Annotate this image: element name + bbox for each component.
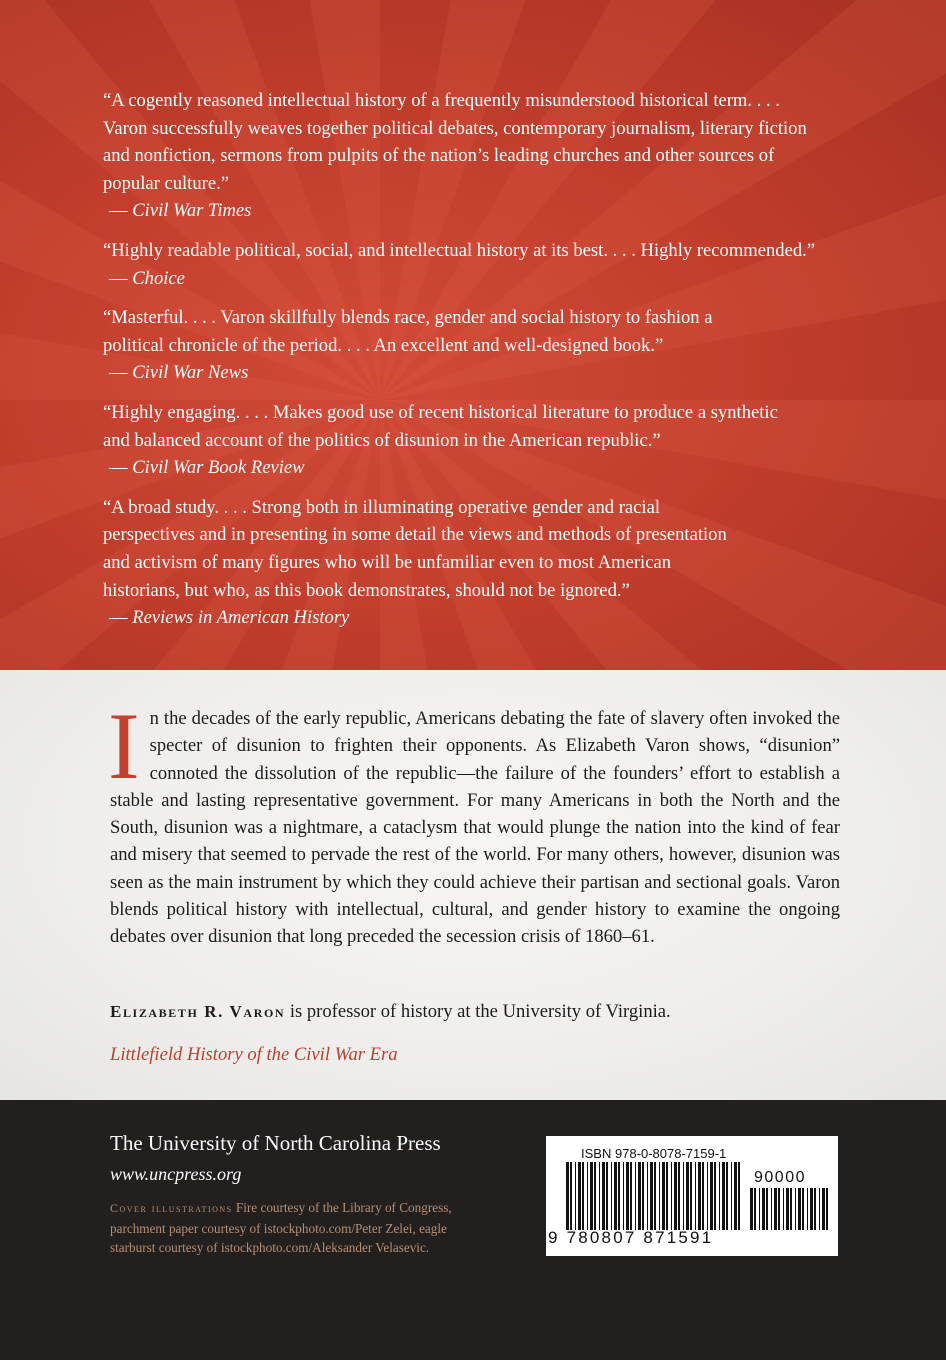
barcode-bar <box>578 1162 581 1230</box>
description-panel <box>0 670 946 1100</box>
barcode-bar <box>630 1162 632 1230</box>
quote-line: historians, but who, as this book demonstrates, should not be ignored.” <box>103 579 630 601</box>
review-quote <box>103 399 883 482</box>
barcode-bar <box>778 1188 780 1230</box>
barcode-bar <box>714 1162 716 1230</box>
source-dash: — <box>109 267 128 289</box>
isbn-barcode <box>546 1136 838 1256</box>
quote-line: “A broad study. . . . Strong both in illuminating operative gender and racial <box>103 496 660 518</box>
quote-line: and balanced account of the politics of disunion in the American republic.” <box>103 429 661 451</box>
barcode-bar <box>582 1162 584 1230</box>
barcode-bar <box>674 1162 677 1230</box>
price-code: 90000 <box>754 1169 806 1186</box>
source-dash: — <box>109 200 128 222</box>
quote-line: “A cogently reasoned intellectual history of a frequently misunderstood historical term. . . . <box>103 90 780 111</box>
barcode-digits: 9 780807 871591 <box>548 1228 714 1247</box>
barcode-bar <box>671 1162 672 1230</box>
author-name: Elizabeth R. Varon <box>110 1002 286 1021</box>
barcode-bar <box>602 1162 605 1230</box>
barcode-bar <box>702 1162 704 1230</box>
barcode-bar <box>819 1188 820 1230</box>
quote-line: perspectives and in presenting in some detail the views and methods of presentation <box>103 524 727 546</box>
source-dash: — <box>109 362 128 384</box>
isbn-label: ISBN 978-0-8078-7159-1 <box>581 1146 727 1161</box>
source-name: Civil War Book Review <box>132 457 305 479</box>
barcode-bar <box>570 1162 572 1230</box>
review-quote <box>103 87 883 225</box>
barcode-bar <box>566 1162 569 1230</box>
quote-source <box>103 265 883 293</box>
quote-text <box>103 304 883 359</box>
quote-text <box>103 237 883 265</box>
quote-text <box>103 87 883 197</box>
barcode-bar <box>710 1162 713 1230</box>
barcode-bar <box>650 1162 653 1230</box>
barcode-bar <box>654 1162 656 1230</box>
cover-credits <box>110 1198 480 1258</box>
barcode-bar <box>790 1188 792 1230</box>
barcode-bar <box>731 1162 732 1230</box>
publisher-url: www.uncpress.org <box>110 1164 242 1184</box>
quote-line: “Highly engaging. . . . Makes good use of recent historical literature to produce a synthetic <box>103 401 778 423</box>
source-name: Choice <box>132 267 185 289</box>
publisher-name: The University of North Carolina Press <box>110 1131 441 1155</box>
quote-line: and nonfiction, sermons from pulpits of the nation’s leading churches and other sources of <box>103 145 775 167</box>
barcode-bar <box>695 1162 696 1230</box>
publisher-footer <box>0 1100 946 1360</box>
source-dash: — <box>109 607 128 629</box>
barcode-bar <box>698 1162 701 1230</box>
barcode-bar <box>814 1188 816 1230</box>
barcode-bar <box>594 1162 596 1230</box>
reviews-panel <box>0 0 946 670</box>
barcode-bar <box>795 1188 796 1230</box>
barcode-bar <box>783 1188 784 1230</box>
author-bio <box>110 998 840 1025</box>
quote-source <box>103 359 883 387</box>
barcode-bar <box>611 1162 612 1230</box>
barcode-bar <box>798 1188 801 1230</box>
barcode-bar <box>759 1188 760 1230</box>
series-title: Littlefield History of the Civil War Era <box>110 1044 398 1065</box>
barcode-bar <box>722 1162 725 1230</box>
barcode-bar <box>750 1188 753 1230</box>
review-quote <box>103 494 883 632</box>
credits-heading: Cover illustrations <box>110 1201 233 1215</box>
barcode-bar <box>726 1162 728 1230</box>
barcode-bar <box>647 1162 648 1230</box>
barcode-bar <box>762 1188 765 1230</box>
barcode-bar <box>642 1162 644 1230</box>
quote-source <box>103 197 883 225</box>
source-dash: — <box>109 457 128 479</box>
review-quote <box>103 304 883 387</box>
drop-cap: I <box>108 693 140 799</box>
barcode-bar <box>771 1188 772 1230</box>
barcode-bar <box>587 1162 588 1230</box>
barcode-bar <box>618 1162 620 1230</box>
barcode-bar <box>638 1162 641 1230</box>
barcode-bar <box>606 1162 608 1230</box>
barcode-bar <box>666 1162 668 1230</box>
barcode-bar <box>807 1188 808 1230</box>
barcode-bar <box>590 1162 593 1230</box>
barcode-bar <box>734 1162 737 1230</box>
quote-text <box>103 494 883 604</box>
book-description <box>108 693 840 951</box>
barcode-bar <box>690 1162 692 1230</box>
quote-source <box>103 454 883 482</box>
barcode-bar <box>826 1188 828 1230</box>
barcode-bar <box>786 1188 789 1230</box>
author-bio-text: is professor of history at the University of Virginia. <box>285 1001 671 1022</box>
barcode-bar <box>635 1162 636 1230</box>
barcode-bar <box>810 1188 813 1230</box>
barcode-bar <box>678 1162 680 1230</box>
barcode-bar <box>626 1162 629 1230</box>
credits-text: Fire courtesy of the Library of Congress, parchment paper courtesy of istockphoto.com/Peter Zelei, eagle starburst courtesy of istockphoto.com/Aleksander Velasevic. <box>110 1200 452 1256</box>
barcode-bar <box>774 1188 777 1230</box>
barcode-bar <box>802 1188 804 1230</box>
quote-line: “Highly readable political, social, and intellectual history at its best. . . . Highly recommended.” <box>103 239 816 261</box>
quote-line: and activism of many figures who will be unfamiliar even to most American <box>103 551 671 573</box>
barcode-bar <box>614 1162 617 1230</box>
barcode-bar <box>686 1162 689 1230</box>
barcode-bar <box>766 1188 768 1230</box>
quote-source <box>103 604 883 632</box>
source-name: Civil War News <box>132 362 249 384</box>
barcode-bar <box>599 1162 600 1230</box>
barcode-bar <box>659 1162 660 1230</box>
quote-line: political chronicle of the period. . . . An excellent and well-designed book.” <box>103 334 664 356</box>
barcode-bar <box>754 1188 756 1230</box>
quote-line: Varon successfully weaves together political debates, contemporary journalism, literary fiction <box>103 117 807 139</box>
barcode-bar <box>719 1162 720 1230</box>
source-name: Reviews in American History <box>132 607 350 629</box>
source-name: Civil War Times <box>132 200 252 222</box>
quote-line: “Masterful. . . . Varon skillfully blends race, gender and social history to fashion a <box>103 307 713 329</box>
quote-text <box>103 399 883 454</box>
barcode-bar <box>738 1162 740 1230</box>
description-text: n the decades of the early republic, Americans debating the fate of slavery often invoked the specter of disunion to frighten their opponents. As Elizabeth Varon shows, “disunion” connoted the dissolution of the republic—the failure of the founders’ effort to establish a stable and lasting representative government. For many Americans in both the North and the South, disunion was a nightmare, a cataclysm that would plunge the nation into the kind of fear and misery that seemed to pervade the rest of the world. For many others, however, disunion was seen as the main instrument by which they could achieve their partisan and sectional goals. Varon blends political history with intellectual, cultural, and gender history to examine the ongoing debates over disunion that long preceded the secession crisis of 1860–61. <box>110 708 840 948</box>
review-quotes <box>103 87 883 644</box>
barcode-bar <box>623 1162 624 1230</box>
barcode-bar <box>822 1188 825 1230</box>
barcode-bar <box>662 1162 665 1230</box>
review-quote <box>103 237 883 292</box>
barcode-bar <box>683 1162 684 1230</box>
quote-line: popular culture.” <box>103 172 229 194</box>
barcode-bar <box>707 1162 708 1230</box>
barcode-bar <box>575 1162 576 1230</box>
